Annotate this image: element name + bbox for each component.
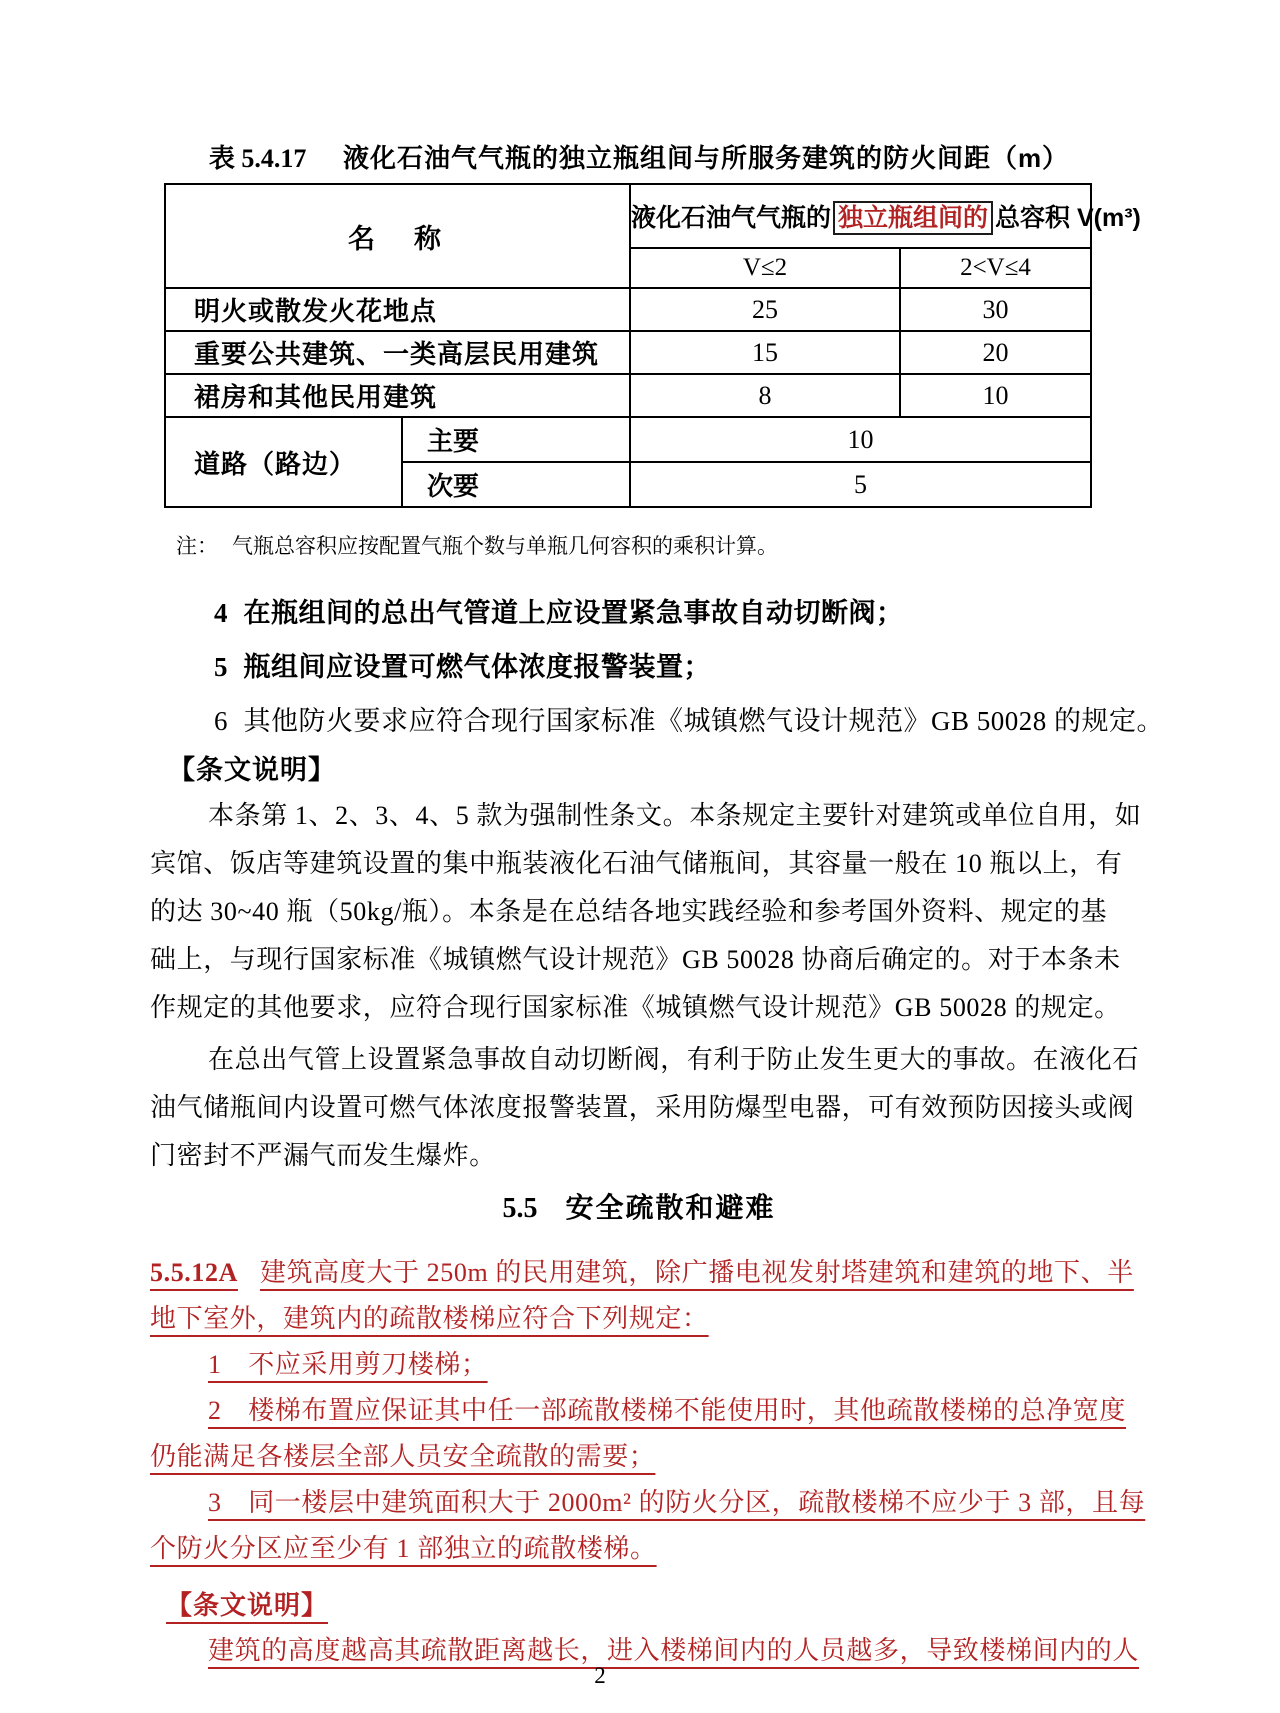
clause-number: 5	[214, 652, 228, 682]
amendment-item-3-line-1: 3 同一楼层中建筑面积大于 2000m² 的防火分区，疏散楼梯不应少于 3 部，且每	[208, 1488, 1146, 1517]
section-title: 安全疏散和避难	[565, 1192, 776, 1223]
header-cell-capacity	[630, 184, 1141, 248]
paragraph-line: 作规定的其他要求，应符合现行国家标准《城镇燃气设计规范》GB 50028 的规定。	[150, 993, 1121, 1022]
amendment-item-2-line-2: 仍能满足各楼层全部人员安全疏散的需要；	[150, 1442, 656, 1471]
clause-number: 4	[214, 598, 228, 628]
capacity-boxed-revision: 独立瓶组间的	[833, 201, 993, 235]
amendment-clause-line-1	[150, 1250, 1134, 1296]
clause-text: 瓶组间应设置可燃气体浓度报警装置；	[243, 652, 711, 682]
road-sub-secondary: 次要	[402, 462, 630, 507]
amendment-clause-line-2: 地下室外，建筑内的疏散楼梯应符合下列规定：	[150, 1304, 709, 1333]
row-name-public-buildings: 重要公共建筑、一类高层民用建筑	[165, 331, 630, 374]
row-name-podium-buildings: 裙房和其他民用建筑	[165, 374, 630, 417]
section-heading	[150, 1188, 1128, 1228]
clause-6	[150, 704, 1165, 738]
header-cell-name: 名 称	[165, 184, 630, 288]
clause-text: 其他防火要求应符合现行国家标准《城镇燃气设计规范》GB 50028 的规定。	[243, 706, 1165, 736]
amendment-item-3-line-2: 个防火分区应至少有 1 部独立的疏散楼梯。	[150, 1534, 657, 1563]
road-sub-main: 主要	[402, 417, 630, 462]
row-value: 25	[630, 288, 900, 331]
table-row-road-main	[165, 417, 1091, 462]
paragraph-line: 在总出气管上设置紧急事故自动切断阀，有利于防止发生更大的事故。在液化石	[208, 1045, 1140, 1074]
row-value: 30	[900, 288, 1091, 331]
subheader-cell-v4: 2<V≤4	[900, 248, 1091, 288]
capacity-prefix: 液化石油气气瓶的	[631, 203, 832, 232]
paragraph-line: 门密封不严漏气而发生爆炸。	[150, 1141, 496, 1170]
subheader-cell-v2: V≤2	[630, 248, 900, 288]
note-text: 气瓶总容积应按配置气瓶个数与单瓶几何容积的乘积计算。	[232, 535, 778, 558]
amendment-explanation-label: 【条文说明】	[166, 1590, 329, 1620]
clause-text: 在瓶组间的总出气管道上应设置紧急事故自动切断阀；	[243, 598, 904, 628]
explanation-paragraph-2	[150, 1036, 1140, 1180]
road-value-main: 10	[630, 417, 1091, 462]
paragraph-line: 本条第 1、2、3、4、5 款为强制性条文。本条规定主要针对建筑或单位自用，如	[208, 801, 1142, 830]
amendment-explanation-line: 建筑的高度越高其疏散距离越长，进入楼梯间内的人员越多，导致楼梯间内的人	[208, 1636, 1140, 1665]
clause-number: 6	[214, 706, 228, 736]
explanation-label: 【条文说明】	[168, 755, 336, 785]
section-number: 5.5	[502, 1193, 538, 1224]
row-value: 20	[900, 331, 1091, 374]
explanation-paragraph-1	[150, 792, 1142, 1032]
clause-4	[150, 596, 1128, 630]
capacity-suffix: 总容积 V(m³)	[995, 203, 1141, 232]
table-note	[150, 532, 1128, 562]
table-title-number: 表 5.4.17	[208, 144, 307, 173]
paragraph-line: 础上，与现行国家标准《城镇燃气设计规范》GB 50028 协商后确定的。对于本条未	[150, 945, 1121, 974]
table-row	[165, 288, 1091, 331]
row-name-open-flame: 明火或散发火花地点	[165, 288, 630, 331]
row-value: 10	[900, 374, 1091, 417]
clause-5	[150, 650, 1128, 684]
road-value-secondary: 5	[630, 462, 1091, 507]
table-header-row	[165, 184, 1091, 248]
row-value: 15	[630, 331, 900, 374]
table-row	[165, 331, 1091, 374]
table-title-text: 液化石油气气瓶的独立瓶组间与所服务建筑的防火间距（m）	[342, 143, 1070, 173]
amendment-item-1: 1 不应采用剪刀楼梯；	[208, 1350, 488, 1379]
paragraph-line: 宾馆、饭店等建筑设置的集中瓶装液化石油气储瓶间，其容量一般在 10 瓶以上，有	[150, 849, 1123, 878]
amendment-item-2-line-1: 2 楼梯布置应保证其中任一部疏散楼梯不能使用时，其他疏散楼梯的总净宽度	[208, 1396, 1127, 1425]
paragraph-line: 油气储瓶间内设置可燃气体浓度报警装置，采用防爆型电器，可有效预防因接头或阀	[150, 1093, 1135, 1122]
row-value: 8	[630, 374, 900, 417]
fire-separation-table	[164, 183, 1141, 508]
amendment-clause-number: 5.5.12A	[150, 1258, 238, 1287]
row-name-road: 道路（路边）	[165, 417, 402, 507]
note-label: 注：	[176, 535, 218, 558]
amendment-block	[150, 1250, 1146, 1674]
table-row	[165, 374, 1091, 417]
paragraph-line: 的达 30~40 瓶（50kg/瓶）。本条是在总结各地实践经验和参考国外资料、规定的基	[150, 897, 1108, 926]
page-number: 2	[594, 1663, 606, 1688]
table-title	[150, 140, 1128, 177]
amendment-line-text: 建筑高度大于 250m 的民用建筑，除广播电视发射塔建筑和建筑的地下、半	[259, 1258, 1134, 1287]
